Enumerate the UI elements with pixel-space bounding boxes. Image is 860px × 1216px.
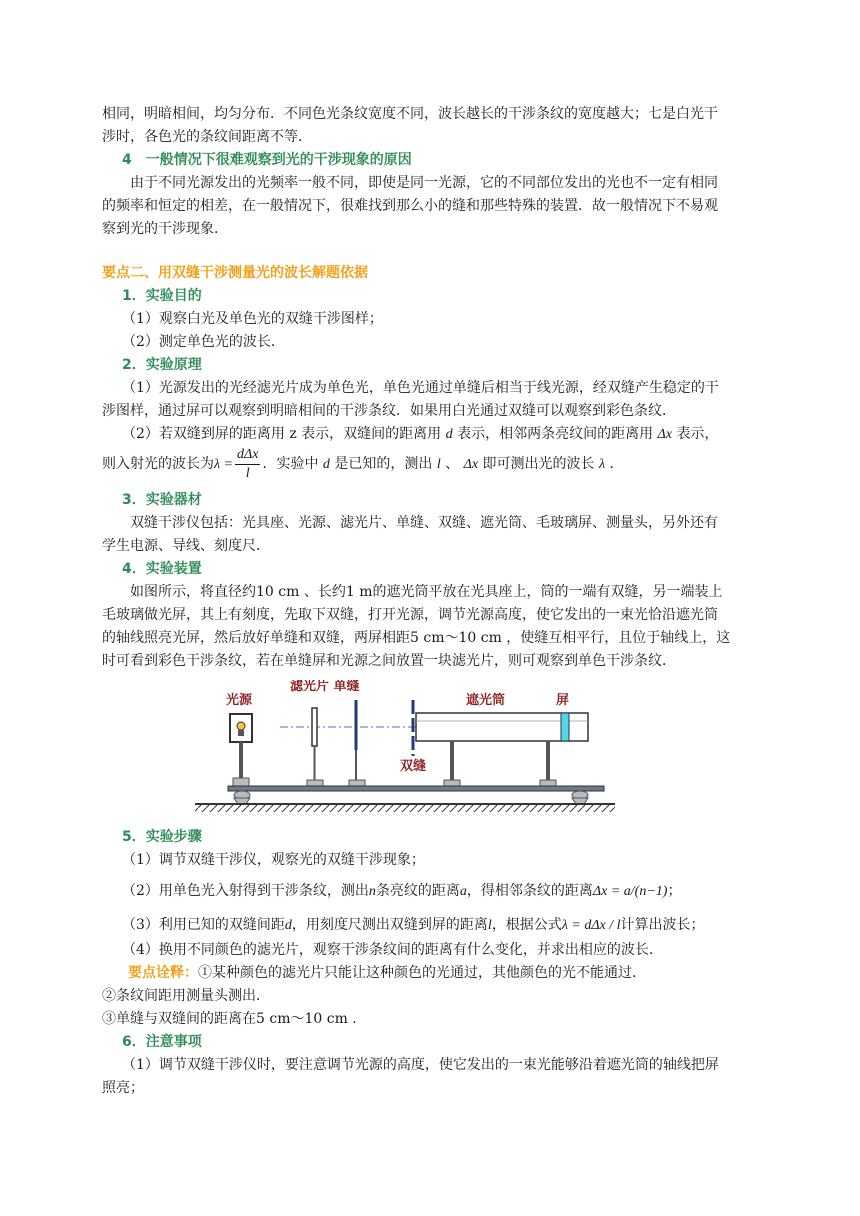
label-light-source: 光源 xyxy=(226,693,253,708)
s2-p2-line2: 则入射光的波长为λ = $\frac{\text{dΔx}}{l}$ ．实验中 d 是已知的，测出 l 、 Δx 即可测出光的波长 λ ． xyxy=(102,446,624,481)
s1-item2: （2）测定单色光的波长． xyxy=(122,334,285,350)
s4-line4: 时可看到彩色干涉条纹，若在单缝屏和光源之间放置一块滤光片，则可观察到单色干涉条纹． xyxy=(102,653,676,669)
wavelength-formula: λ = dΔx / l xyxy=(561,918,621,933)
screen xyxy=(561,713,569,741)
s2-p2-line1: （2）若双缝到屏的距离用 z 表示，双缝间的距离用 d 表示，相邻两条亮纹间的距离用 Δx 表示， xyxy=(122,426,719,442)
s5-item1: （1）调节双缝干涉仪，观察光的双缝干涉现象； xyxy=(122,852,425,868)
s3-line1: 双缝干涉仪包括：光具座、光源、滤光片、单缝、双缝、遮光筒、毛玻璃屏、测量头，另外还有 xyxy=(130,515,718,531)
para1-line1: 相同，明暗相间，均匀分布．不同色光条纹宽度不同，波长越长的干涉条纹的宽度越大；七是白光干 xyxy=(102,106,718,122)
s4-line3: 的轴线照亮光屏，然后放好单缝和双缝，两屏相距5 cm～10 cm ，使缝互相平行，且位于轴线上，这 xyxy=(102,630,731,646)
s5-item2: （2）用单色光入射得到干涉条纹，测出n条亮纹的距离a，得相邻条纹的距离Δx = a/(n−1)； xyxy=(122,883,682,899)
light-source-clamp xyxy=(233,778,249,786)
lamp-icon xyxy=(237,722,245,730)
single-slit-clamp xyxy=(349,780,365,786)
s1-item1: （1）观察白光及单色光的双缝干涉图样； xyxy=(122,311,383,327)
tube-clamp-left xyxy=(444,780,460,786)
s4-title: 4．实验装置 xyxy=(122,561,202,577)
label-tube: 遮光筒 xyxy=(466,693,506,708)
keypoint2-title: 要点二、用双缝干涉测量光的波长解题依据 xyxy=(102,265,368,281)
para1-line2: 涉时，各色光的条纹间距离不等． xyxy=(102,129,312,145)
section4-line2: 的频率和恒定的相差，在一般情况下，很难找到那么小的缝和那些特殊的装置．故一般情况下不易观 xyxy=(102,198,718,214)
wavelength-fraction: $\frac{\text{dΔx}}{l}$ xyxy=(237,446,259,481)
s5-item3: （3）利用已知的双缝间距d，用刻度尺测出双缝到屏的距离l，根据公式λ = dΔx / l计算出波长； xyxy=(122,917,705,933)
filter xyxy=(312,708,317,746)
note-label: 要点诠释： xyxy=(128,965,198,981)
s6-line1: （1）调节双缝干涉仪时，要注意调节光源的高度，使它发出的一束光能够沿着遮光筒的轴线把屏 xyxy=(122,1057,719,1073)
s5-note2: ②条纹间距用测量头测出． xyxy=(102,988,270,1004)
s2-p1-line2: 涉图样，通过屏可以观察到明暗相间的干涉条纹．如果用白光通过双缝可以观察到彩色条纹． xyxy=(102,403,676,419)
s1-title: 1．实验目的 xyxy=(122,288,202,304)
s5-note3: ③单缝与双缝间的距离在5 cm～10 cm . xyxy=(102,1011,357,1027)
s4-line2: 毛玻璃做光屏，其上有刻度，先取下双缝，打开光源，调节光源高度，使它发出的一束光恰沿遮光筒 xyxy=(102,607,718,623)
s6-title: 6．注意事项 xyxy=(122,1034,202,1050)
section4-line3: 察到光的干涉现象． xyxy=(102,221,228,237)
var-d: d xyxy=(445,427,453,442)
s4-line1: 如图所示，将直径约10 cm 、长约1 m的遮光筒平放在光具座上，筒的一端有双缝，另一端装上 xyxy=(130,584,723,600)
s5-item4: （4）换用不同颜色的滤光片，观察干涉条纹间的距离有什么变化，并求出相应的波长． xyxy=(122,942,663,958)
s2-title: 2．实验原理 xyxy=(122,357,202,373)
lambda-eq: λ = xyxy=(214,457,234,472)
s5-title: 5．实验步骤 xyxy=(122,829,202,845)
s6-line2: 照亮； xyxy=(102,1080,144,1096)
s3-title: 3．实验器材 xyxy=(122,492,202,508)
lamp-base xyxy=(238,730,244,736)
s3-line2: 学生电源、导线、刻度尺． xyxy=(102,538,270,554)
label-double-slit: 双缝 xyxy=(400,759,427,774)
var-dx: Δx xyxy=(657,427,672,442)
s2-p1-line1: （1）光源发出的光经滤光片成为单色光，单色光通过单缝后相当于线光源，经双缝产生稳定的干 xyxy=(122,380,719,396)
ground-hatch xyxy=(195,804,615,812)
double-slit-apparatus-figure xyxy=(190,680,620,820)
filter-clamp xyxy=(307,780,323,786)
tube-clamp-right xyxy=(540,780,556,786)
section4-title: 4 一般情况下很难观察到光的干涉现象的原因 xyxy=(122,152,412,168)
label-screen: 屏 xyxy=(556,693,570,708)
s5-notes: 要点诠释：①某种颜色的滤光片只能让这种颜色的光通过，其他颜色的光不能通过． xyxy=(128,965,646,981)
section4-line1: 由于不同光源发出的光频率一般不同，即使是同一光源，它的不同部位发出的光也不一定有相同 xyxy=(130,175,718,191)
optical-bench-rail xyxy=(228,786,604,791)
fringe-spacing-formula: Δx = a/(n−1) xyxy=(592,884,668,899)
label-filter-slit: 滤光片 单缝 xyxy=(290,680,360,694)
